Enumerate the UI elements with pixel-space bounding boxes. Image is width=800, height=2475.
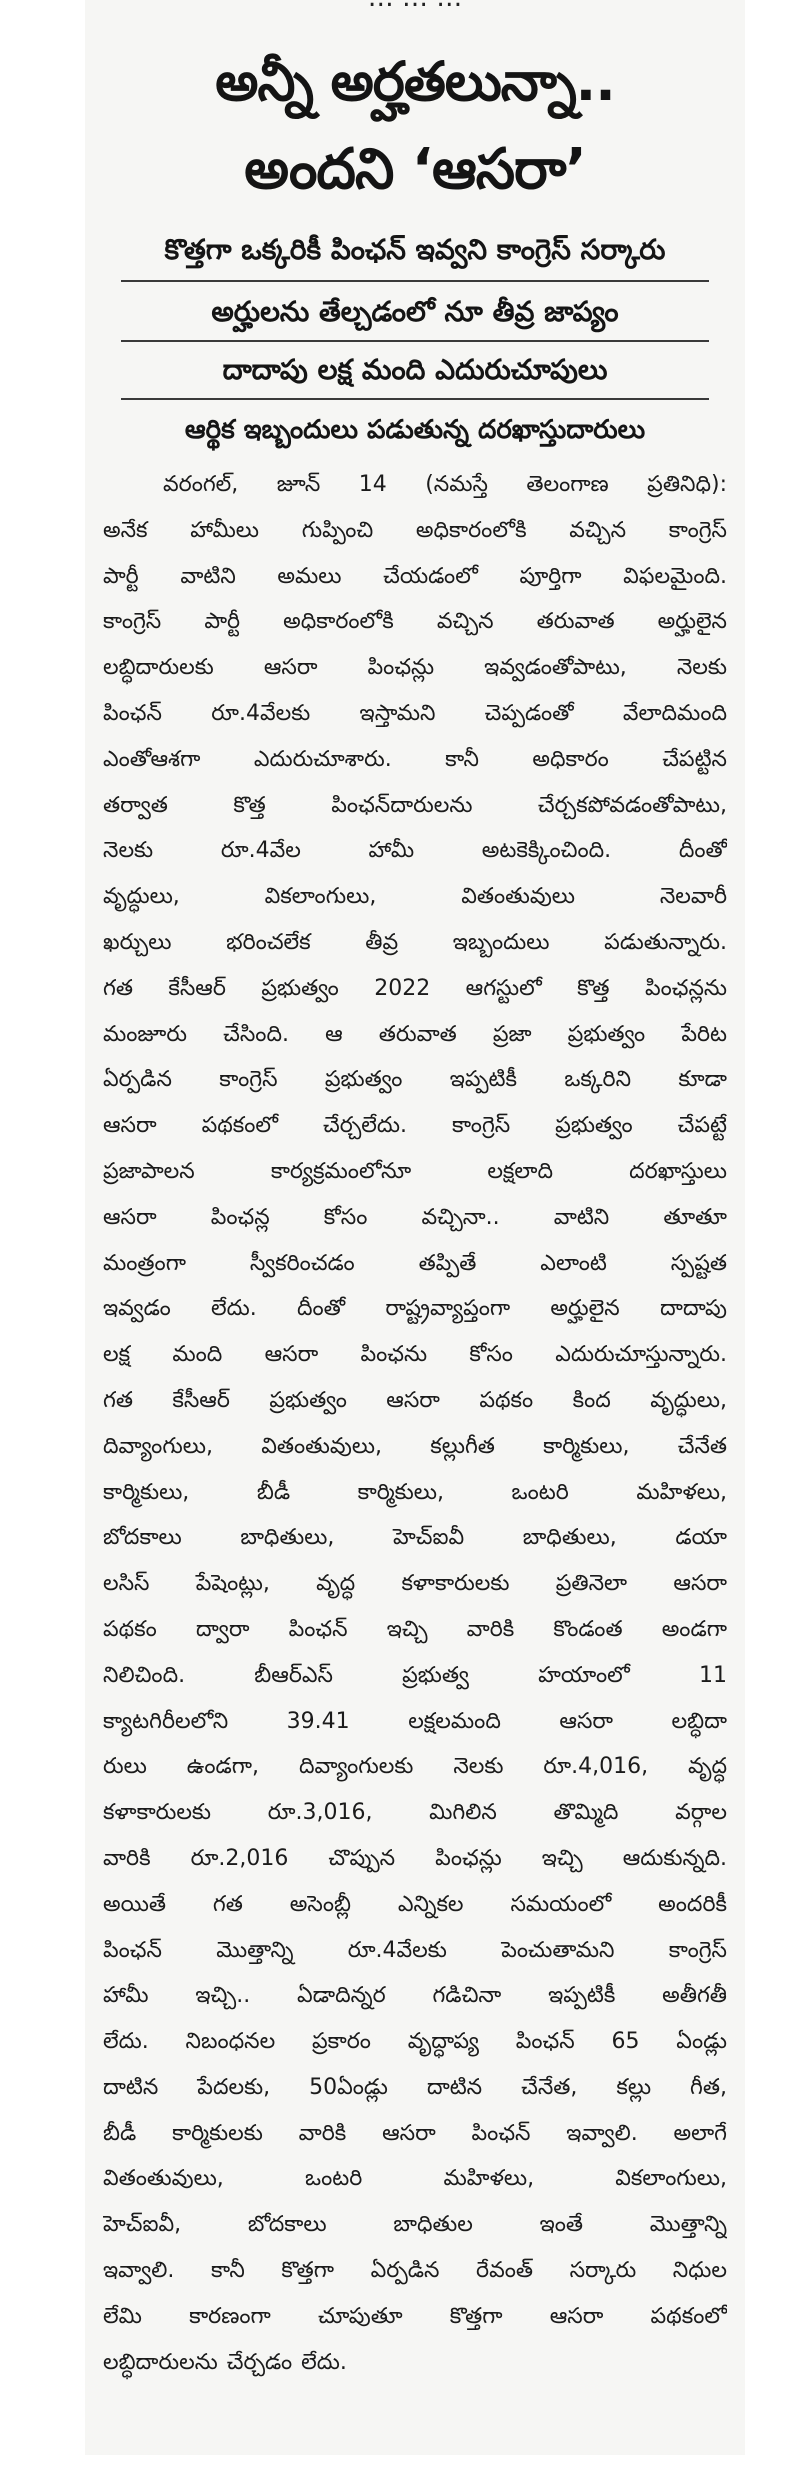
body-line: పార్టీ వాటిని అమలు చేయడంలో పూర్తిగా విఫలమైంది.: [103, 563, 727, 589]
body-line: కార్మికులు, బీడీ కార్మికులు, ఒంటరి మహిళలు,: [103, 1479, 727, 1505]
body-line: పథకం ద్వారా పింఛన్ ఇచ్చి వారికి కొండంత అండగా: [103, 1616, 727, 1642]
body-line: ప్రజాపాలన కార్యక్రమంలోనూ లక్షలాది దరఖాస్తులు: [103, 1158, 727, 1184]
body-line: దివ్యాంగులు, వితంతువులు, కల్లుగీత కార్మికులు, చేనేత: [103, 1433, 727, 1459]
subhead-2: అర్హులను తేల్చడంలో నూ తీవ్ర జాప్యం: [211, 295, 619, 328]
body-line: ఇవ్వాలి. కానీ కొత్తగా ఏర్పడిన రేవంత్ సర్కారు నిధుల: [103, 2258, 727, 2284]
body-line: లక్ష మంది ఆసరా పింఛను కోసం ఎదురుచూస్తున్నారు.: [103, 1342, 727, 1368]
body-line: వారికి రూ.2,016 చొప్పున పింఛన్లు ఇచ్చి ఆదుకున్నది.: [103, 1845, 727, 1871]
subhead-divider: [121, 340, 709, 342]
body-line: ఇవ్వడం లేదు. దీంతో రాష్ట్రవ్యాప్తంగా అర్హులైన దాదాపు: [103, 1296, 727, 1322]
body-line: ఎంతోఆశగా ఎదురుచూశారు. కానీ అధికారం చేపట్టిన: [103, 746, 727, 772]
subhead-4: ఆర్థిక ఇబ్బందులు పడుతున్న దరఖాస్తుదారులు: [184, 415, 646, 445]
cropped-previous-line: [85, 0, 745, 10]
body-line: నెలకు రూ.4వేల హామీ అటకెక్కించింది. దీంతో: [103, 838, 727, 864]
body-line: వరంగల్, జూన్ 14 (నమస్తే తెలంగాణ ప్రతినిధి):: [163, 472, 727, 497]
body-line: రులు ఉండగా, దివ్యాంగులకు నెలకు రూ.4,016, వృద్ధ: [103, 1754, 727, 1780]
article-body: [103, 462, 727, 2385]
body-line: హామీ ఇచ్చి.. ఏడాదిన్నర గడిచినా ఇప్పటికీ అతీగతీ: [103, 1983, 727, 2009]
body-line: మంజూరు చేసింది. ఆ తరువాత ప్రజా ప్రభుత్వం పేరిట: [103, 1021, 727, 1047]
body-line: ఆసరా పథకంలో చేర్చలేదు. కాంగ్రెస్ ప్రభుత్వం చేపట్టే: [103, 1113, 727, 1139]
body-line: బోదకాలు బాధితులు, హెచ్ఐవీ బాధితులు, డయా: [103, 1525, 727, 1551]
body-line: లేదు. నిబంధనల ప్రకారం వృద్ధాప్య పింఛన్ 65 ఏండ్లు: [103, 2029, 727, 2055]
body-line: నిలిచింది. బీఆర్ఎస్ ప్రభుత్వ హయాంలో 11: [103, 1662, 727, 1688]
body-line: లసిస్ పేషెంట్లు, వృద్ధ కళాకారులకు ప్రతినెలా ఆసరా: [103, 1571, 727, 1597]
body-line: ఏర్పడిన కాంగ్రెస్ ప్రభుత్వం ఇప్పటికీ ఒక్కరిని కూడా: [103, 1067, 727, 1093]
news-clipping: [85, 0, 745, 2455]
body-line: గత కేసీఆర్ ప్రభుత్వం 2022 ఆగస్టులో కొత్త పింఛన్లను: [103, 975, 727, 1001]
headline-line-1: అన్నీ అర్హతలున్నా..: [215, 50, 615, 113]
body-line: పింఛన్ రూ.4వేలకు ఇస్తామని చెప్పడంతో వేలాదిమంది: [103, 700, 727, 726]
body-line: మంత్రంగా స్వీకరించడం తప్పితే ఎలాంటి స్పష్టత: [103, 1250, 727, 1276]
body-line: కళాకారులకు రూ.3,016, మిగిలిన తొమ్మిది వర్గాల: [103, 1800, 727, 1826]
body-line: లేమి కారణంగా చూపుతూ కొత్తగా ఆసరా పథకంలో: [103, 2303, 727, 2329]
body-line: హెచ్ఐవీ, బోదకాలు బాధితుల ఇంతే మొత్తాన్ని: [103, 2212, 727, 2238]
body-line: తర్వాత కొత్త పింఛన్‌దారులను చేర్చకపోవడంతోపాటు,: [103, 792, 727, 818]
body-line: వితంతువులు, ఒంటరి మహిళలు, వికలాంగులు,: [103, 2166, 727, 2192]
body-line: పింఛన్ మొత్తాన్ని రూ.4వేలకు పెంచుతామని కాంగ్రెస్: [103, 1937, 727, 1963]
subhead-divider: [121, 398, 709, 400]
subhead-3: దాదాపు లక్ష మంది ఎదురుచూపులు: [222, 353, 608, 386]
body-line: దాటిన పేదలకు, 50ఏండ్లు దాటిన చేనేత, కల్లు గీత,: [103, 2074, 727, 2100]
subhead-divider: [121, 280, 709, 282]
body-line: వృద్ధులు, వికలాంగులు, వితంతువులు నెలవారీ: [103, 884, 727, 910]
body-line: ఖర్చులు భరించలేక తీవ్ర ఇబ్బందులు పడుతున్నారు.: [103, 929, 727, 955]
body-line: అనేక హామీలు గుప్పించి అధికారంలోకి వచ్చిన కాంగ్రెస్: [103, 517, 727, 543]
body-line: లబ్ధిదారులను చేర్చడం లేదు.: [103, 2349, 347, 2375]
body-line: ఆసరా పింఛన్ల కోసం వచ్చినా.. వాటిని తూతూ: [103, 1204, 727, 1230]
body-line: అయితే గత అసెంబ్లీ ఎన్నికల సమయంలో అందరికీ: [103, 1891, 727, 1917]
body-line: లబ్ధిదారులకు ఆసరా పింఛన్లు ఇవ్వడంతోపాటు, నెలకు: [103, 655, 727, 681]
body-line: కాంగ్రెస్ పార్టీ అధికారంలోకి వచ్చిన తరువాత అర్హులైన: [103, 609, 727, 635]
body-line: బీడీ కార్మికులకు వారికి ఆసరా పింఛన్ ఇవ్వాలి. అలాగే: [103, 2120, 727, 2146]
subhead-1: కొత్తగా ఒక్కరికీ పింఛన్ ఇవ్వని కాంగ్రెస్ సర్కారు: [164, 233, 666, 266]
body-line: క్యాటగిరీలలోని 39.41 లక్షలమంది ఆసరా లబ్ధిదా: [103, 1708, 727, 1734]
headline-line-2: అందని ‘ఆసరా’: [244, 137, 586, 202]
body-line: గత కేసీఆర్ ప్రభుత్వం ఆసరా పథకం కింద వృద్ధులు,: [103, 1387, 727, 1413]
